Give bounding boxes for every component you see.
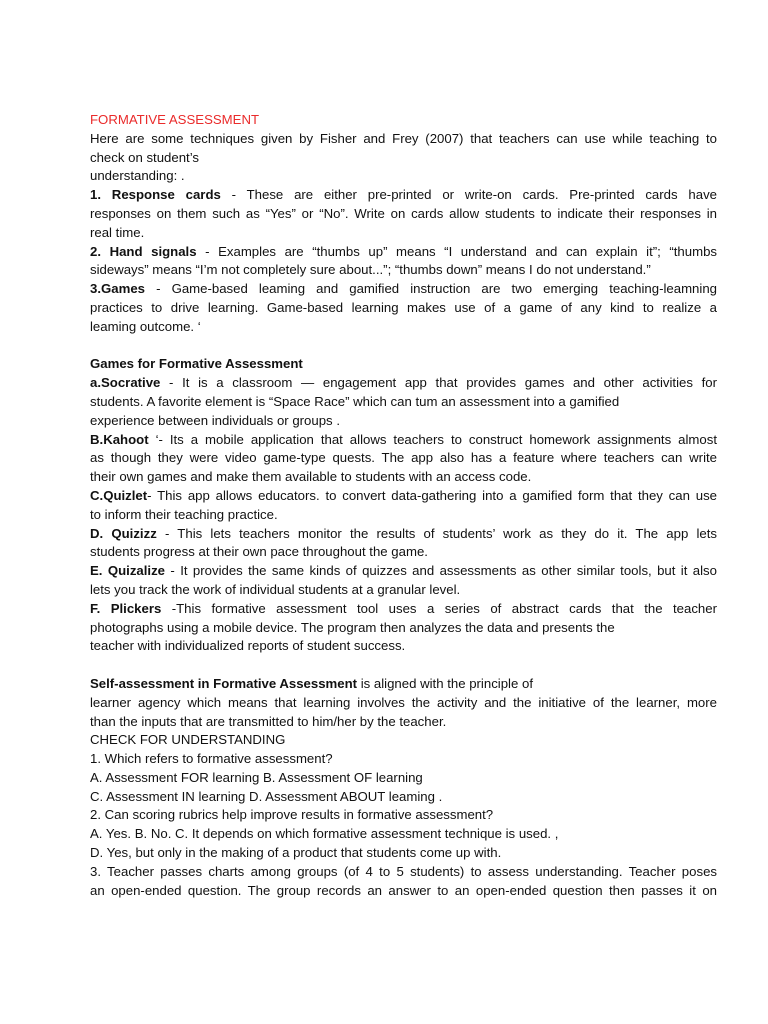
- question-2-option-d: D. Yes, but only in the making of a product that students come up with.: [90, 845, 502, 861]
- quizlet-text: - This app allows educators. to convert data-gathering into a gamified form that they can use: [147, 487, 717, 503]
- kahoot-text: ‘- Its a mobile application that allows teachers to construct homework assignments almost: [148, 431, 717, 447]
- quizalize-line-2: lets you track the work of individual students at a granular level.: [90, 581, 461, 597]
- quizalize-text: - It provides the same kinds of quizzes and assessments as other similar tools, but it also: [165, 563, 717, 579]
- question-3-line-2: an open-ended question. The group records an answer to an open-ended question then passes it on: [90, 882, 717, 898]
- self-assessment-line-1: [90, 675, 717, 694]
- quizlet-line-2: to inform their teaching practice.: [90, 506, 278, 522]
- socrative-label: a.Socrative: [90, 375, 161, 391]
- quizalize-label: E. Quizalize: [90, 563, 166, 579]
- quizlet-label: C.Quizlet: [90, 487, 148, 503]
- socrative-text: - It is a classroom — engagement app that provides games and other activities for: [160, 375, 717, 391]
- question-1: 1. Which refers to formative assessment?: [90, 751, 333, 767]
- self-assessment-line-2: learner agency which means that learning involves the activity and the initiative of the learner, more: [90, 694, 717, 710]
- quizizz-line-1: [90, 525, 717, 544]
- plickers-text: -This formative assessment tool uses a series of abstract cards that the teacher: [161, 600, 717, 616]
- quizlet-line-1: [90, 487, 717, 506]
- socrative-line-3: experience between individuals or groups .: [90, 412, 340, 428]
- quizizz-line-2: students progress at their own pace throughout the game.: [90, 544, 428, 560]
- hand-signals-line-1: [90, 243, 717, 262]
- games-line-1: [90, 280, 717, 299]
- response-cards-line-3: real time.: [90, 224, 145, 240]
- plickers-label: F. Plickers: [90, 600, 162, 616]
- self-assessment-text: is aligned with the principle of: [357, 675, 533, 691]
- hand-signals-text: - Examples are “thumbs up” means “I understand and can explain it”; “thumbs: [196, 243, 717, 259]
- games-line-3: leaming outcome. ‘: [90, 318, 201, 334]
- response-cards-label: 1. Response cards: [90, 187, 221, 203]
- games-label: 3.Games: [90, 281, 145, 297]
- spacer: [90, 337, 717, 356]
- socrative-line-2: students. A favorite element is “Space Race” which can tum an assessment into a gamified: [90, 393, 620, 409]
- kahoot-label: B.Kahoot: [90, 431, 149, 447]
- document-title: FORMATIVE ASSESSMENT: [90, 112, 260, 127]
- self-assessment-line-3: than the inputs that are transmitted to him/her by the teacher.: [90, 713, 447, 729]
- document-page: [90, 111, 717, 900]
- intro-line-3: understanding: .: [90, 168, 185, 184]
- question-2-options-abc: A. Yes. B. No. C. It depends on which formative assessment technique is used. ,: [90, 826, 559, 842]
- games-text: - Game-based leaming and gamified instruction are two emerging teaching-leamning: [145, 281, 717, 297]
- question-1-options-ab: A. Assessment FOR learning B. Assessment OF learning: [90, 769, 423, 785]
- plickers-line-2: photographs using a mobile device. The program then analyzes the data and presents the: [90, 619, 615, 635]
- quizalize-line-1: [90, 562, 717, 581]
- intro-line-2: check on student’s: [90, 149, 199, 165]
- intro-line-1: Here are some techniques given by Fisher and Frey (2007) that teachers can use while teaching to: [90, 130, 717, 146]
- quizizz-text: - This lets teachers monitor the results of students’ work as they do it. The app lets: [156, 525, 717, 541]
- plickers-line-3: teacher with individualized reports of student success.: [90, 638, 406, 654]
- question-2: 2. Can scoring rubrics help improve results in formative assessment?: [90, 807, 494, 823]
- response-cards-line-2: responses on them such as “Yes” or “No”. Write on cards allow students to indicate their responses in: [90, 205, 717, 221]
- hand-signals-line-2: sideways” means “I’m not completely sure about...”; “thumbs down” means I do not understand.”: [90, 262, 651, 278]
- quizizz-label: D. Quizizz: [90, 525, 157, 541]
- games-line-2: practices to drive learning. Game-based learning makes use of a game of any kind to realize a: [90, 299, 717, 315]
- hand-signals-label: 2. Hand signals: [90, 243, 197, 259]
- games-section-heading: [90, 355, 717, 374]
- kahoot-line-1: [90, 431, 717, 450]
- response-cards-text: - These are either pre-printed or write-on cards. Pre-printed cards have: [220, 187, 717, 203]
- games-heading-text: Games for Formative Assessment: [90, 356, 303, 372]
- response-cards-line-1: [90, 186, 717, 205]
- self-assessment-label: Self-assessment in Formative Assessment: [90, 675, 358, 691]
- check-heading: CHECK FOR UNDERSTANDING: [90, 732, 286, 748]
- plickers-line-1: [90, 600, 717, 619]
- question-3-line-1: 3. Teacher passes charts among groups (of 4 to 5 students) to assess understanding. Teacher poses: [90, 863, 717, 879]
- question-1-options-cd: C. Assessment IN learning D. Assessment ABOUT leaming .: [90, 788, 443, 804]
- kahoot-line-3: their own games and make them available to students with an access code.: [90, 469, 532, 485]
- kahoot-line-2: as though they were video game-type quests. The app also has a feature where teachers can write: [90, 450, 717, 466]
- spacer: [90, 656, 717, 675]
- socrative-line-1: [90, 374, 717, 393]
